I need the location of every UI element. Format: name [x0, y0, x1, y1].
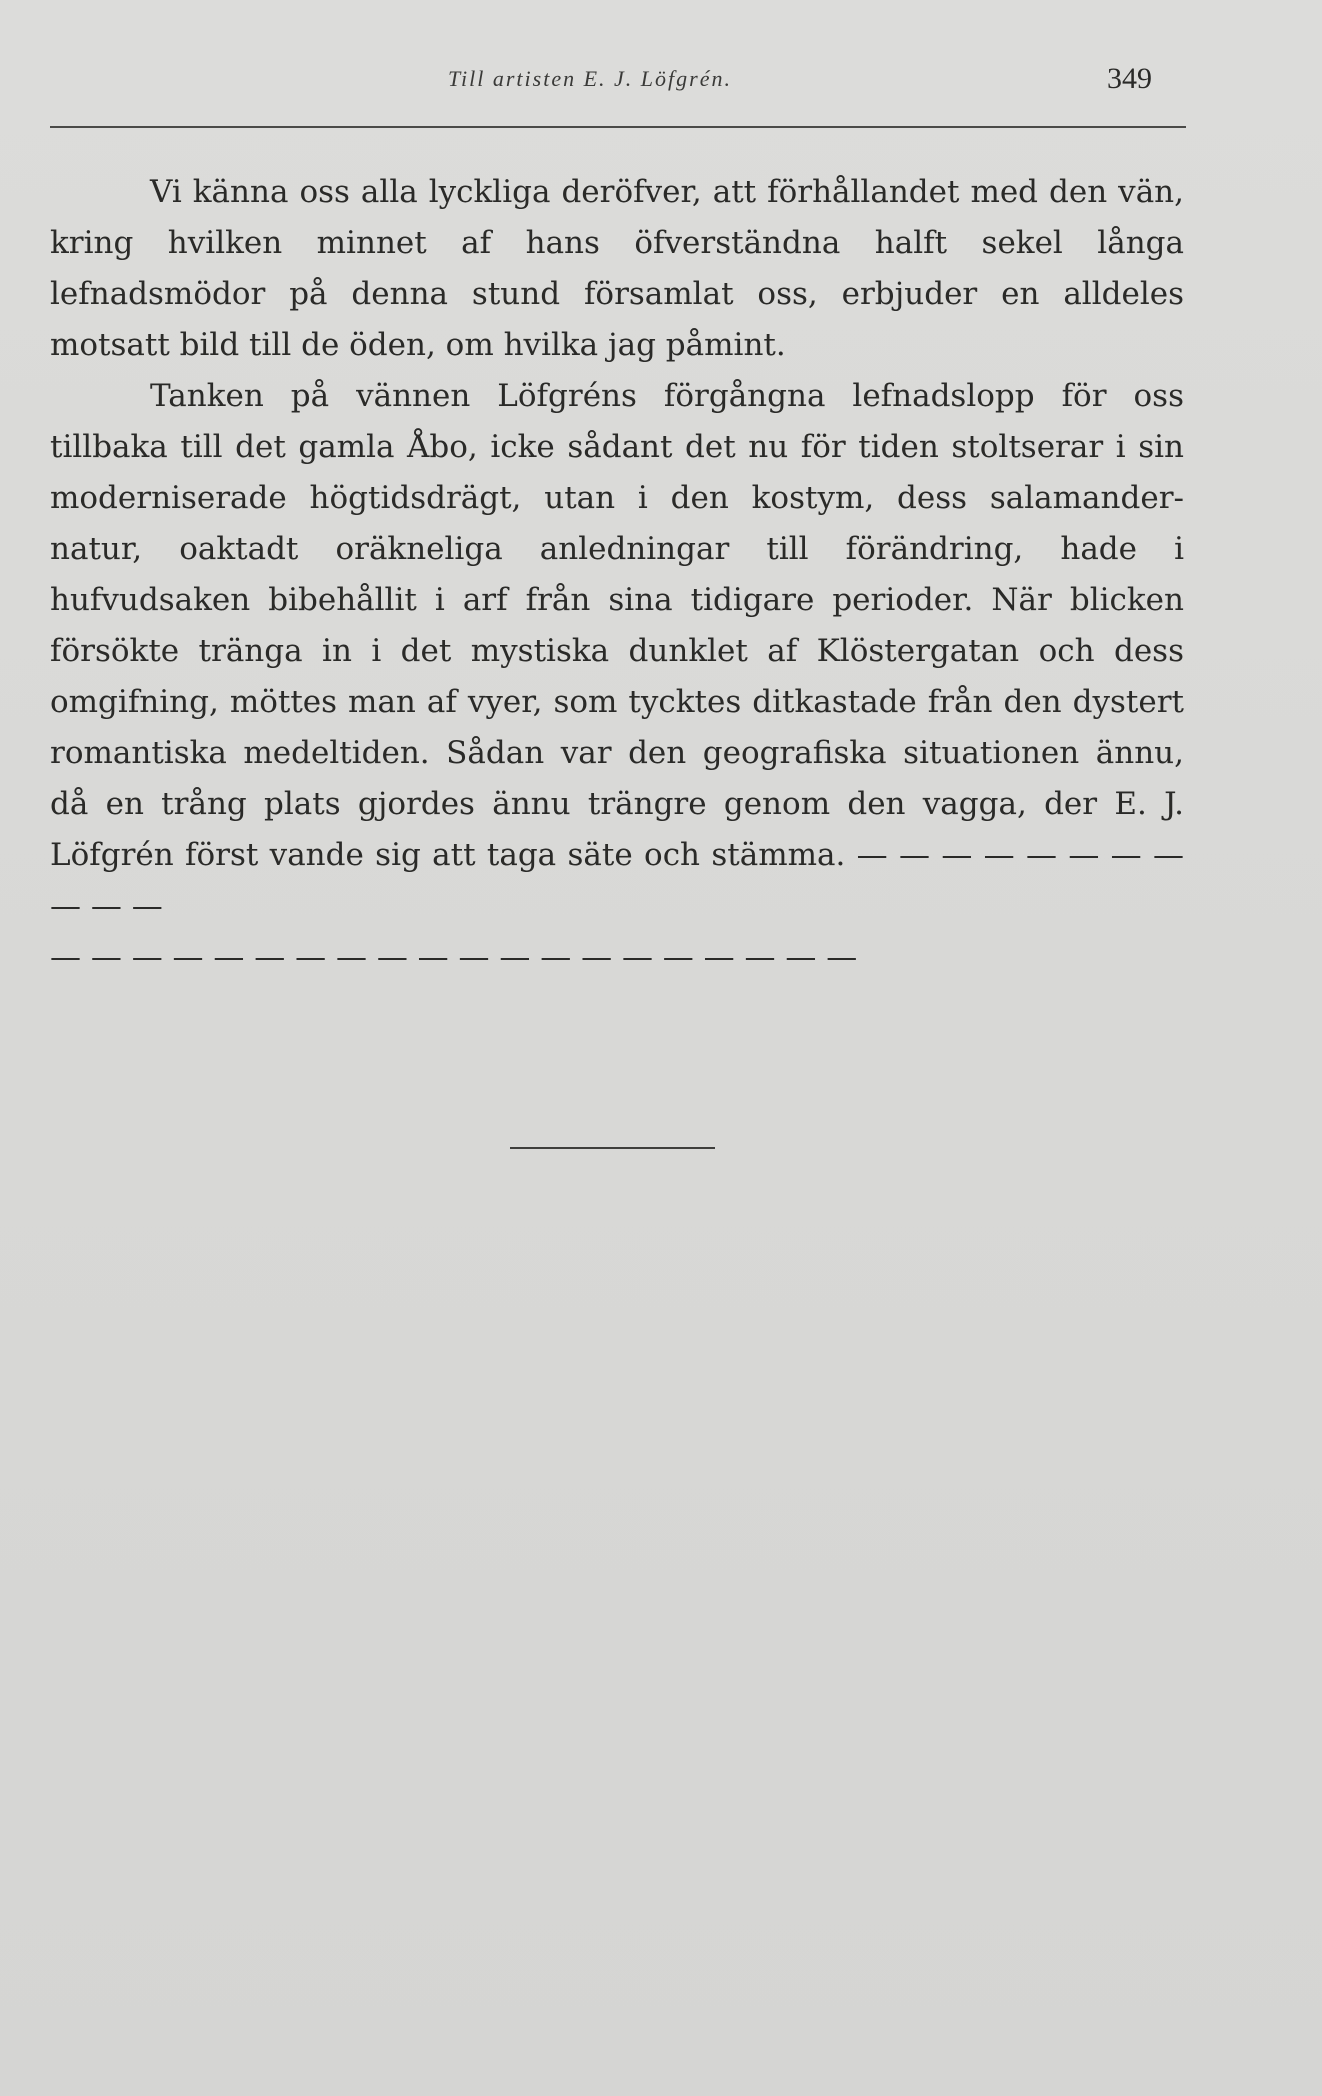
- page-number: 349: [1107, 62, 1152, 95]
- running-title: Till artisten E. J. Löfgrén.: [448, 66, 732, 91]
- running-head: [0, 62, 1322, 102]
- end-rule: [510, 1147, 715, 1149]
- body-text: [50, 167, 1184, 983]
- paragraph: Vi känna oss alla lyckliga deröfver, att förhållandet med den vän, kring hvilken minnet af hans öfverständna halft sekel långa lefnadsmödor på denna stund församlat oss, erbjuder en alldeles motsatt bild till de öden, om hvilka jag påmint.: [50, 174, 1184, 363]
- paragraph: Tanken på vännen Löfgréns förgångna lefnadslopp för oss tillbaka till det gamla Åbo, icke sådant det nu för tiden stoltserar i sin moderniserade högtidsdrägt, utan i den kostym, dess salamander-natur, oaktadt oräkneliga anledningar till förändring, hade i hufvudsaken bibehållit i arf från sina tidigare perioder. När blicken försökte tränga in i det mystiska dunklet af Klöstergatan och dess omgifning, möttes man af vyer, som tycktes ditkastade från den dystert romantiska medeltiden. Sådan var den geografiska situationen ännu, då en trång plats gjordes ännu trängre genom den vagga, der E. J. Löfgrén först vande sig att taga säte och stämma. — — — — — — — — — — —: [50, 378, 1184, 924]
- header-rule: [50, 126, 1186, 128]
- dash-line: — — — — — — — — — — — — — — — — — — — —: [50, 939, 858, 975]
